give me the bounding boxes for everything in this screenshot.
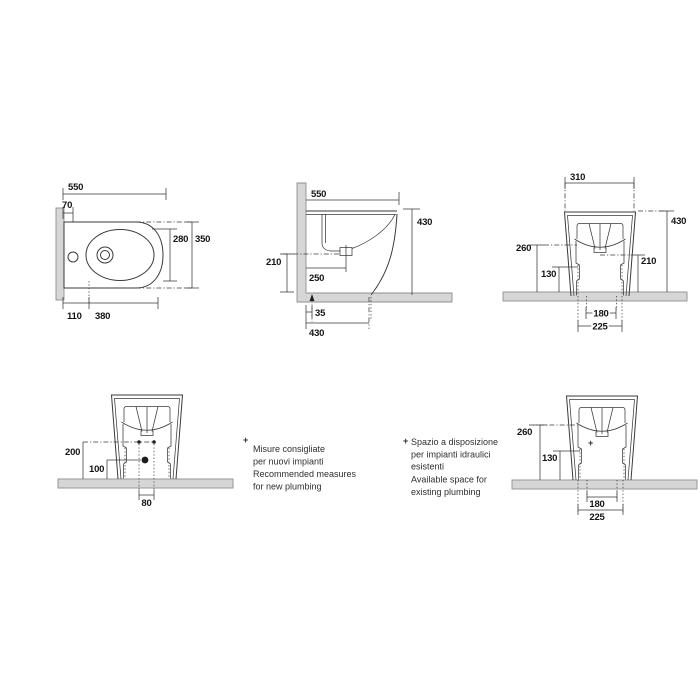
note-line: per impianti idraulici: [411, 449, 491, 460]
dim-label: 70: [62, 200, 73, 211]
bidet-front-body: [565, 212, 636, 296]
dim-label: 225: [589, 512, 605, 523]
bidet-rear-body: [567, 396, 638, 480]
note-line: Spazio a disposizione: [411, 437, 499, 447]
dim-label: 310: [570, 172, 586, 183]
water-supply-point: [152, 440, 156, 444]
dim-label: 130: [541, 269, 557, 280]
extension-lines: [136, 222, 192, 288]
dim-label: 280: [173, 234, 189, 245]
note-line: Available space for: [411, 474, 487, 485]
overflow-hole: [68, 252, 78, 262]
dim-label: 210: [641, 256, 657, 267]
plan-dimension-lines: [63, 188, 199, 309]
dim-label: 260: [517, 427, 533, 438]
wall-section: [56, 208, 64, 300]
note-line: existing plumbing: [411, 487, 481, 497]
front-extension-lines: [544, 183, 667, 255]
dim-label: 550: [311, 189, 327, 200]
footnote-marker: +: [243, 435, 249, 445]
note-line: Misure consigliate: [253, 444, 326, 454]
dim-label: 225: [592, 321, 608, 333]
note-line: Recommended measures: [253, 469, 357, 479]
drain-point: [142, 457, 149, 464]
floor-section: [512, 480, 697, 489]
wall-and-floor-section: [297, 183, 452, 302]
bidet-front-profile: [371, 214, 397, 295]
plan-view: [56, 182, 210, 322]
floor-section: [503, 292, 687, 301]
rim-inner-edge: [86, 230, 154, 281]
dim-label: 350: [195, 234, 211, 245]
dim-label: 180: [589, 499, 605, 510]
dim-label: 100: [89, 464, 105, 475]
floor-section: [58, 479, 233, 488]
dim-label: 250: [309, 273, 325, 284]
bowl-interior-profile: [322, 214, 395, 251]
dim-label: 200: [65, 447, 81, 458]
front-view: [503, 172, 687, 333]
note-line: for new plumbing: [253, 481, 322, 492]
dim-label: 80: [141, 498, 152, 509]
dim-label: 550: [68, 182, 84, 193]
dim-label: 430: [671, 216, 687, 227]
rear-view-recommended: [58, 395, 357, 509]
faucet-hole-inner: [101, 251, 110, 260]
faucet-hole-outer: [97, 247, 113, 263]
note-line: esistenti: [411, 461, 445, 472]
dim-label: 260: [516, 243, 532, 254]
rear-view-existing: [403, 396, 697, 523]
note-line: per nuovi impianti: [253, 456, 324, 467]
body-footnote-marker: +: [588, 438, 594, 448]
dim-label: 180: [593, 308, 609, 320]
dim-label: 210: [266, 257, 282, 268]
dim-label: 380: [95, 311, 111, 322]
dim-label: 430: [417, 217, 433, 228]
dim-label: 35: [315, 308, 326, 319]
note-recommended: [243, 435, 357, 492]
dim-label: 430: [309, 328, 325, 339]
footnote-marker: +: [403, 436, 409, 446]
bidet-rear-body: [112, 395, 183, 479]
dim-label: 110: [67, 311, 82, 322]
side-view: [266, 183, 452, 339]
dim-label: 130: [542, 453, 558, 464]
note-existing: [403, 436, 498, 497]
